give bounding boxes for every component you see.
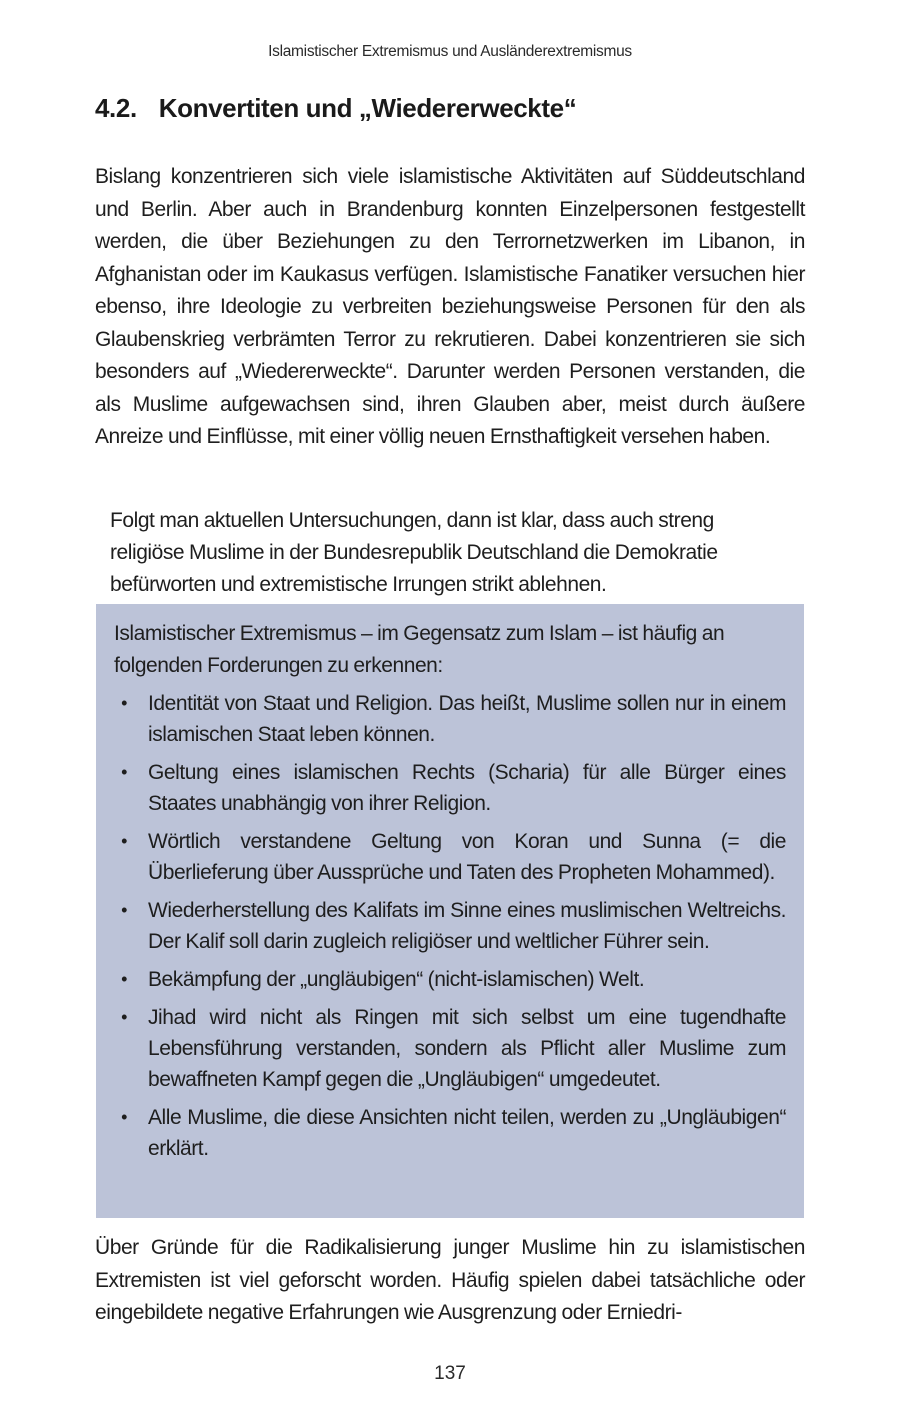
page-number: 137 <box>434 1363 466 1384</box>
list-item-text: Alle Muslime, die diese Ansichten nicht teilen, werden zu „Ungläubigen“ erklärt. <box>148 1106 786 1160</box>
section-number: 4.2. <box>95 93 137 123</box>
list-item <box>114 964 786 995</box>
intro-paragraph: Folgt man aktuellen Untersuchungen, dann ist klar, dass auch streng religiöse Muslime in der Bundesrepublik Deutschland die Demokratie befürworten und extremistische Irrungen strikt ablehnen. <box>110 509 718 596</box>
list-item-text: Identität von Staat und Religion. Das heißt, Muslime sollen nur in einem islamischen Staat leben können. <box>148 692 786 746</box>
body-paragraph-2: Über Gründe für die Radikalisierung junger Muslime hin zu islamistischen Extremisten ist viel geforscht worden. Häufig spielen dabei tatsächliche oder eingebildete negative Erfahrungen wie Ausgrenzung oder Erniedri- <box>95 1236 805 1324</box>
info-box-lead: Islamistischer Extremismus – im Gegensatz zum Islam – ist häufig an folgenden Forderungen zu erkennen: <box>114 622 725 677</box>
info-box <box>96 604 804 1218</box>
section-title: Konvertiten und „Wiedererweckte“ <box>158 93 577 123</box>
list-item-text: Wiederherstellung des Kalifats im Sinne eines muslimischen Weltreichs. Der Kalif soll darin zugleich religiöser und weltlicher Führer sein. <box>148 899 786 953</box>
list-item <box>114 1002 786 1095</box>
bullet-icon: • <box>121 693 127 713</box>
bullet-icon: • <box>121 969 127 989</box>
list-item-text: Bekämpfung der „ungläubigen“ (nicht-islamischen) Welt. <box>148 968 645 991</box>
running-header: Islamistischer Extremismus und Ausländerextremismus <box>268 43 632 60</box>
bullet-icon: • <box>121 1007 127 1027</box>
bullet-icon: • <box>121 831 127 851</box>
bullet-icon: • <box>121 1107 127 1127</box>
section-heading <box>95 93 576 124</box>
body-paragraph-1: Bislang konzentrieren sich viele islamistische Aktivitäten auf Süddeutschland und Berlin. Aber auch in Brandenburg konnten Einzelpersonen festgestellt werden, die über Beziehungen zu den Terrornetzwerken im Libanon, in Afghanistan oder im Kaukasus verfügen. Islamistische Fanatiker versuchen hier ebenso, ihre Ideologie zu verbreiten beziehungsweise Personen für den als Glaubenskrieg verbrämten Terror zu rekrutieren. Dabei konzentrieren sie sich besonders auf „Wiedererweckte“. Darunter werden Personen verstanden, die als Muslime aufgewachsen sind, ihren Glauben aber, meist durch äußere Anreize und Einflüsse, mit einer völlig neuen Ernsthaftigkeit versehen haben. <box>95 165 805 448</box>
info-box-list <box>114 688 786 1164</box>
list-item <box>114 1102 786 1164</box>
list-item-text: Jihad wird nicht als Ringen mit sich selbst um eine tugendhafte Lebensführung verstanden, sondern als Pflicht aller Muslime zum bewaffneten Kampf gegen die „Ungläubigen“ umgedeutet. <box>148 1006 786 1091</box>
bullet-icon: • <box>121 900 127 920</box>
list-item-text: Geltung eines islamischen Rechts (Scharia) für alle Bürger eines Staates unabhängig von ihrer Religion. <box>148 761 786 815</box>
list-item <box>114 826 786 888</box>
bullet-icon: • <box>121 762 127 782</box>
list-item <box>114 895 786 957</box>
list-item-text: Wörtlich verstandene Geltung von Koran und Sunna (= die Überlieferung über Aussprüche und Taten des Propheten Mohammed). <box>148 830 786 884</box>
list-item <box>114 688 786 750</box>
list-item <box>114 757 786 819</box>
